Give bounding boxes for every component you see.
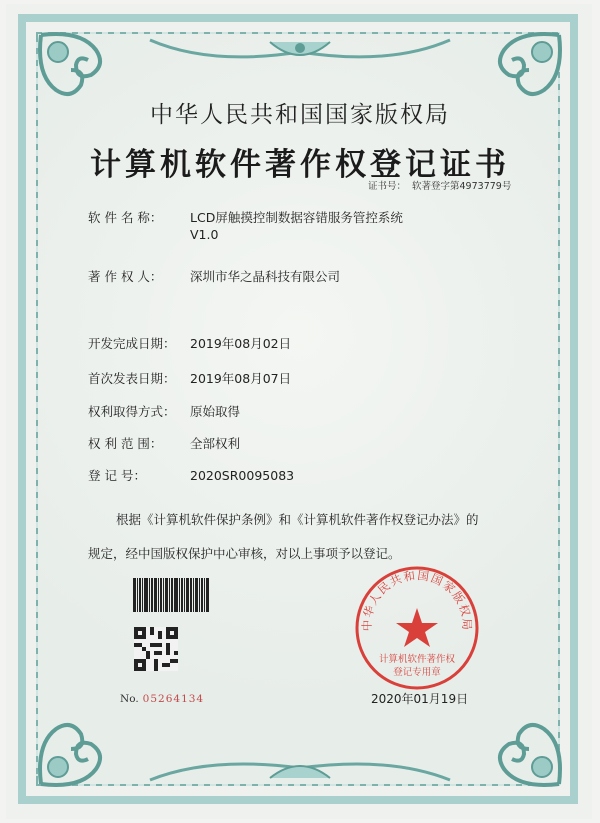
serial-number-label: No. xyxy=(120,693,139,705)
registration-number-value: 2020SR0095083 xyxy=(190,468,295,483)
seal-inner-line-2: 登记专用章 xyxy=(393,667,441,678)
bottom-scroll-ornament xyxy=(130,752,470,788)
completion-date-label: 开发完成日期： xyxy=(88,336,176,351)
software-name-value: LCD屏触摸控制数据容错服务管控系统 xyxy=(190,210,403,225)
field-acquisition-method xyxy=(88,402,240,420)
field-first-publish-date xyxy=(88,369,291,387)
field-registration-number xyxy=(88,466,294,484)
first-publish-date-label: 首次发表日期： xyxy=(88,371,176,386)
barcode xyxy=(133,578,215,612)
issue-date: 2020年01月19日 xyxy=(371,692,469,706)
seal-outer-text: 中华人民共和国国家版权局 xyxy=(359,568,475,632)
copyright-owner-label: 著 作 权 人： xyxy=(88,269,163,284)
certificate-title: 计算机软件著作权登记证书 xyxy=(90,147,510,183)
acquisition-method-value: 原始取得 xyxy=(190,404,241,419)
first-publish-date-value: 2019年08月07日 xyxy=(190,371,292,386)
acquisition-method-label: 权利取得方式： xyxy=(88,404,176,419)
seal-inner-line-1: 计算机软件著作权 xyxy=(378,654,456,665)
completion-date-value: 2019年08月02日 xyxy=(190,336,292,351)
field-copyright-owner xyxy=(88,267,340,285)
statement-line-1: 根据《计算机软件保护条例》和《计算机软件著作权登记办法》的 xyxy=(116,512,479,527)
rights-scope-label: 权 利 范 围： xyxy=(88,436,163,451)
top-scroll-ornament xyxy=(130,32,470,72)
rights-scope-value: 全部权利 xyxy=(190,436,241,451)
certificate-number xyxy=(368,178,511,192)
serial-number-value: 05264134 xyxy=(142,693,205,705)
certificate-number-value: 软著登字第4973779号 xyxy=(412,181,512,192)
software-name-label: 软 件 名 称： xyxy=(88,210,163,225)
software-version: V1.0 xyxy=(190,227,219,242)
seal-star-icon xyxy=(396,608,438,647)
issuing-authority: 中华人民共和国国家版权局 xyxy=(150,102,450,128)
copyright-owner-value: 深圳市华之晶科技有限公司 xyxy=(190,269,341,284)
field-rights-scope xyxy=(88,434,240,452)
field-completion-date xyxy=(88,334,291,352)
corner-ornament-bottom-left xyxy=(36,699,126,789)
registration-number-label: 登 记 号： xyxy=(88,468,146,483)
qr-code xyxy=(134,627,178,671)
serial-number xyxy=(120,693,204,705)
field-software-name xyxy=(88,208,403,226)
certificate-number-label: 证书号： xyxy=(368,181,407,192)
official-seal xyxy=(352,563,482,693)
statement-line-2: 规定，经中国版权保护中心审核，对以上事项予以登记。 xyxy=(88,546,401,561)
corner-ornament-bottom-right xyxy=(474,699,564,789)
